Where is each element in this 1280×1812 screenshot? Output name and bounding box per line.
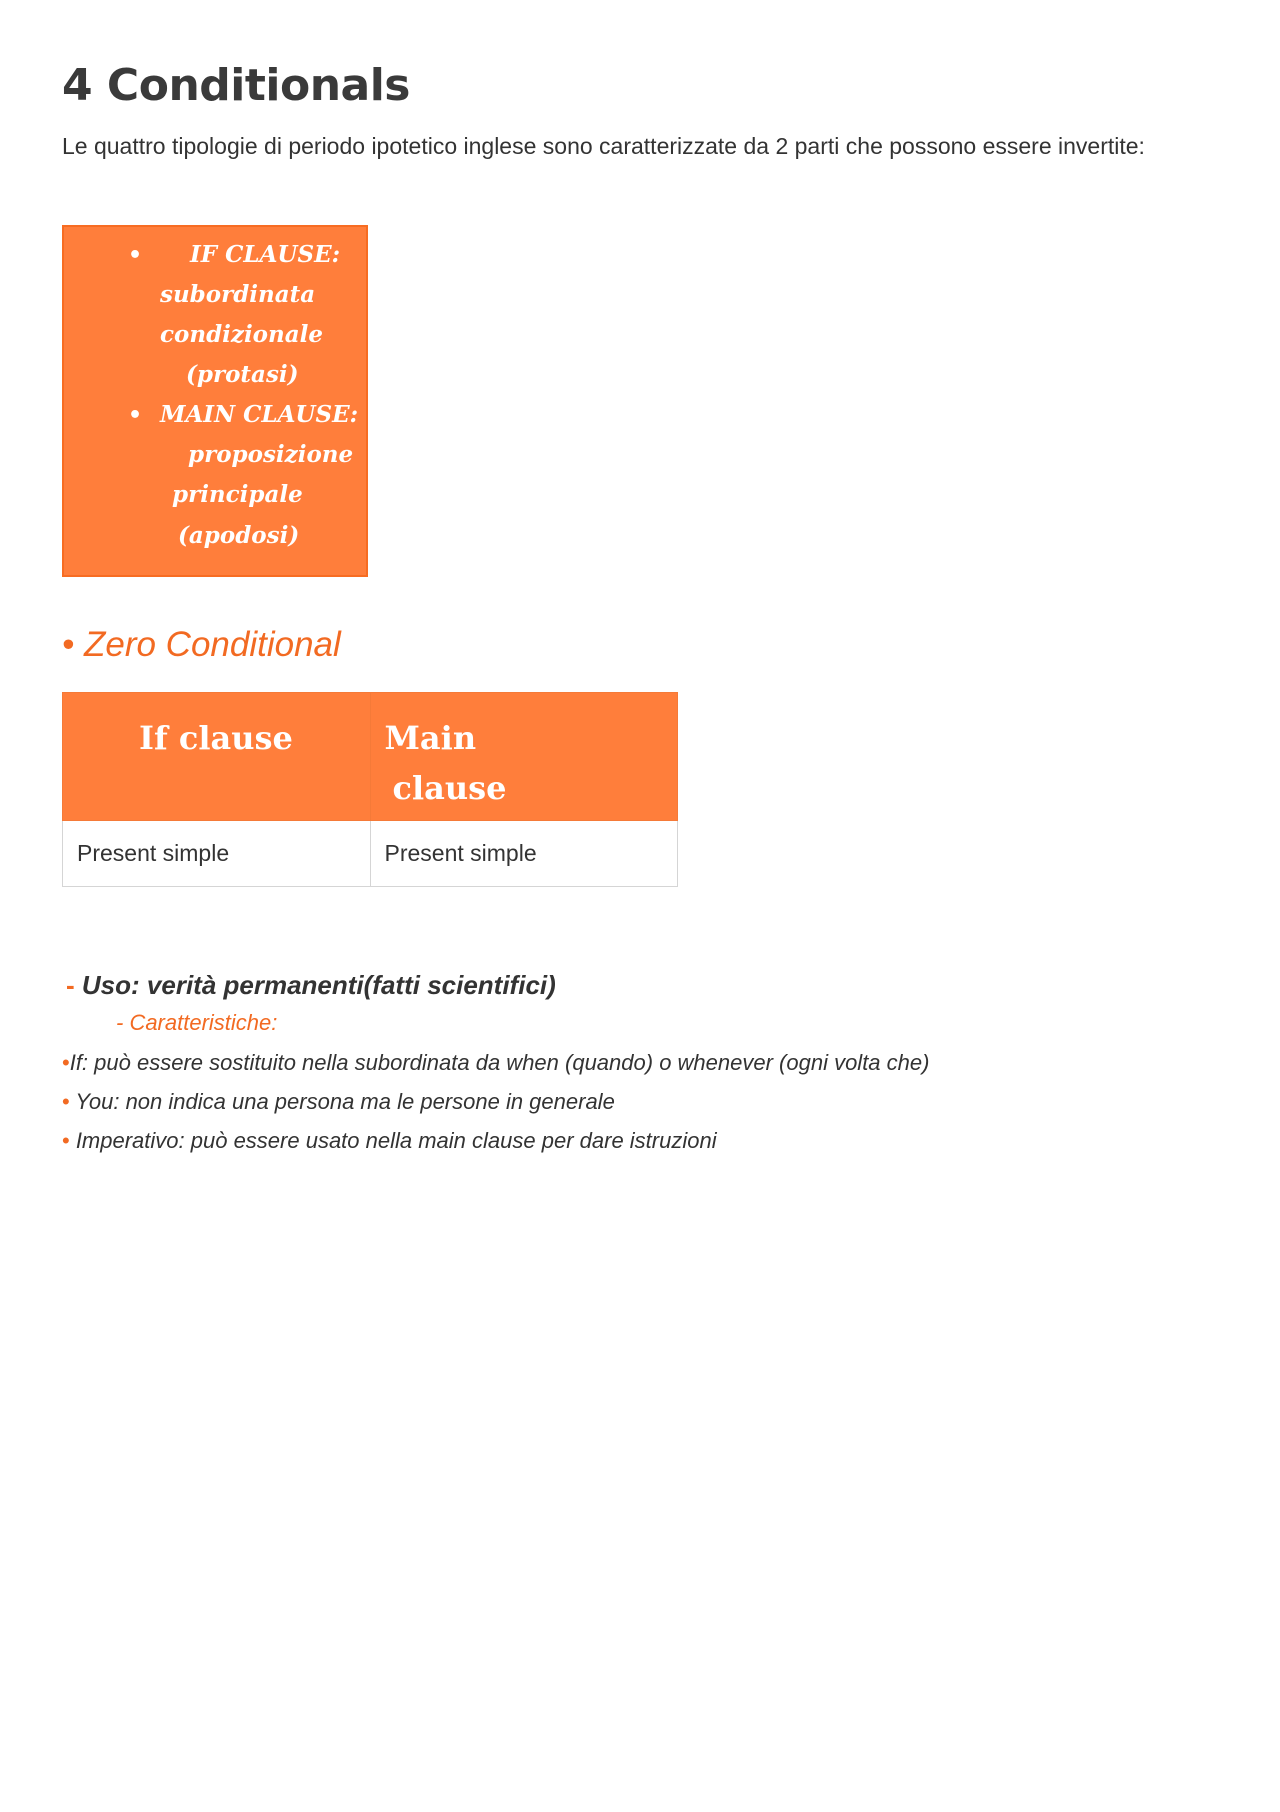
callout-bullet: • bbox=[128, 403, 143, 428]
list-item-text: Imperativo: può essere usato nella main clause per dare istruzioni bbox=[69, 1128, 717, 1153]
table-cell: Present simple bbox=[63, 821, 371, 887]
bullet-dot: • bbox=[62, 1050, 70, 1075]
list-item-text: If: può essere sostituito nella subordinata da when (quando) o whenever (ogni volta che) bbox=[69, 1050, 930, 1075]
caratteristiche-label: - Caratteristiche: bbox=[116, 1010, 278, 1035]
table-cell: Present simple bbox=[370, 821, 678, 887]
header-line: clause bbox=[392, 769, 507, 807]
list-item bbox=[62, 1089, 615, 1115]
bullet-dot: • bbox=[62, 1089, 70, 1114]
callout-bullet: • bbox=[128, 243, 143, 268]
page-title: 4 Conditionals bbox=[62, 60, 410, 111]
callout-line: principale bbox=[172, 481, 303, 508]
list-item-text: You: non indica una persona ma le persone in generale bbox=[69, 1089, 615, 1114]
zero-conditional-heading: • Zero Conditional bbox=[62, 625, 341, 664]
callout-line: (apodosi) bbox=[178, 522, 300, 549]
zero-conditional-table bbox=[62, 692, 678, 887]
table-row bbox=[63, 821, 678, 887]
intro-paragraph: Le quattro tipologie di periodo ipotetico inglese sono caratterizzate da 2 parti che possono essere invertite: bbox=[62, 133, 1145, 159]
list-item bbox=[62, 1050, 929, 1076]
callout-line: condizionale bbox=[160, 321, 324, 348]
callout-line: MAIN CLAUSE: bbox=[160, 401, 359, 428]
bullet-dot: • bbox=[62, 1128, 70, 1153]
uso-text: Uso: verità permanenti(fatti scientifici) bbox=[81, 970, 556, 1000]
clause-callout-box bbox=[62, 225, 368, 577]
header-line: If clause bbox=[139, 719, 293, 757]
list-item bbox=[62, 1128, 717, 1154]
callout-line: proposizione bbox=[188, 441, 354, 468]
callout-line: subordinata bbox=[160, 281, 316, 308]
callout-line: (protasi) bbox=[186, 361, 299, 388]
uso-dash: - bbox=[66, 970, 75, 1000]
callout-line: IF CLAUSE: bbox=[190, 241, 341, 268]
uso-line bbox=[66, 970, 556, 1001]
header-line: Main bbox=[384, 719, 477, 757]
table-header-row bbox=[63, 693, 678, 821]
header-main-clause bbox=[370, 693, 678, 821]
header-if-clause bbox=[63, 693, 371, 821]
